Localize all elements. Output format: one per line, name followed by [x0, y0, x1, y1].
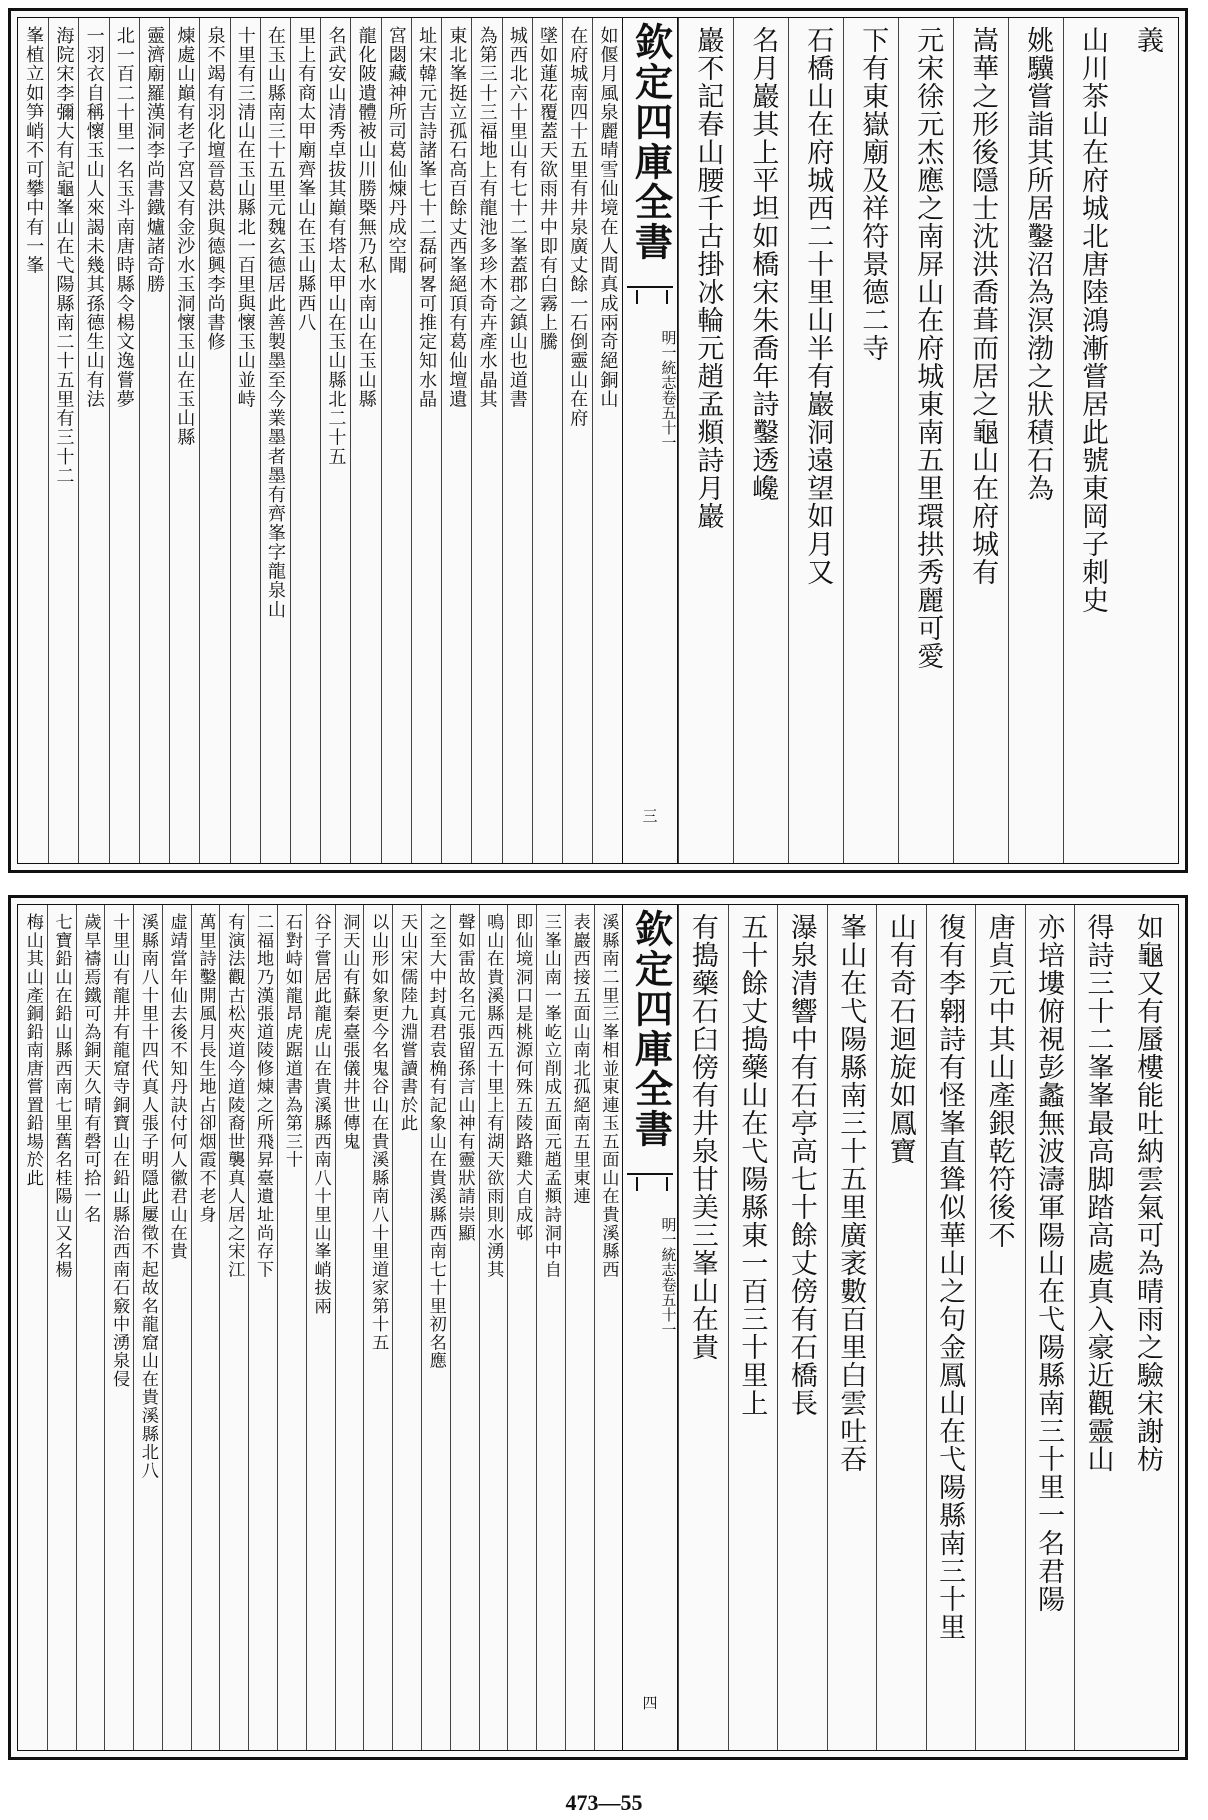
fish-tail-mark-icon [627, 1173, 673, 1209]
lower-page-columns [18, 905, 1178, 1750]
text-column: 在玉山縣南三十五里元魏玄德居此善製墨至今業墨者墨有齊峯字龍泉山 [260, 18, 290, 863]
volume-label: 卷五十一 [659, 390, 678, 450]
text-column: 石橋山在府城西二十里山半有巖洞遠望如月又 [788, 18, 843, 863]
volume-label: 卷五十一 [659, 1277, 678, 1337]
text-column: 唐貞元中其山產銀乾符後不 [975, 905, 1024, 1750]
text-column: 如偃月風泉麗晴雪仙境在人間真成兩奇絕銅山 [592, 18, 622, 863]
text-column: 下有東嶽廟及祥符景德二寺 [843, 18, 898, 863]
text-column: 宮閟藏神所司葛仙煉丹成空聞 [381, 18, 411, 863]
library-title: 欽定四庫全書 [628, 22, 674, 262]
text-column: 三峯山南一峯屹立削成五面元趙孟頫詩洞中自 [536, 905, 565, 1750]
fish-tail-mark-icon [627, 286, 673, 322]
center-fold-column [622, 18, 678, 863]
text-column: 以山形如象更今名鬼谷山在貴溪縣南八十里道家第十五 [363, 905, 392, 1750]
text-column: 巖不記春山腰千古掛冰輪元趙孟頫詩月巖 [678, 18, 733, 863]
text-column: 嵩華之形後隱士沈洪喬葺而居之龜山在府城有 [953, 18, 1008, 863]
upper-page [8, 8, 1188, 873]
text-column: 名月巖其上平坦如橋宋朱喬年詩鑿透巉 [733, 18, 788, 863]
text-column: 有演法觀古松夾道今道陵裔世襲真人居之宋江 [219, 905, 248, 1750]
upper-page-frame [17, 17, 1179, 864]
text-column: 梅山其山產銅鉛南唐嘗置鉛場於此 [22, 913, 43, 1188]
text-column: 二福地乃漢張道陵修煉之所飛昇臺遺址尚存下 [248, 905, 277, 1750]
text-column: 址宋韓元吉詩諸峯七十二磊砢畧可推定知水晶 [411, 18, 441, 863]
text-column: 瀑泉清響中有石亭高七十餘丈傍有石橋長 [777, 905, 826, 1750]
text-column: 表巖西接五面山南北孤絕南五里東連 [565, 905, 594, 1750]
text-column: 得詩三十二峯峯最高脚踏高處真入豪近觀靈山 [1074, 905, 1123, 1750]
book-title: 明一統志 [659, 1217, 678, 1277]
text-column: 為第三十三福地上有龍池多珍木奇卉產水晶其 [471, 18, 501, 863]
text-column: 山川茶山在府城北唐陸鴻漸嘗居此號東岡子刺史 [1063, 18, 1118, 863]
text-column: 溪縣南八十里十四代真人張子明隱此屢徵不起故名龍窟山在貴溪縣北八 [133, 905, 162, 1750]
text-column: 石對峙如龍昂虎踞道書為第三十 [277, 905, 306, 1750]
text-column: 如龜又有蜃樓能吐納雲氣可為晴雨之驗宋謝枋 [1131, 913, 1163, 1473]
text-column: 十里山有龍井有龍窟寺銅寶山在鉛山縣治西南石竅中湧泉侵 [104, 905, 133, 1750]
text-column: 復有李翱詩有怪峯直聳似華山之句金鳳山在弋陽縣南三十里 [926, 905, 975, 1750]
text-column: 煉處山巔有老子宮又有金沙水玉洞懷玉山在玉山縣 [169, 18, 199, 863]
text-column: 洞天山有蘇秦臺張儀井世傳鬼 [335, 905, 364, 1750]
text-column: 名武安山清秀卓拔其巔有塔太甲山在玉山縣北二十五 [320, 18, 350, 863]
text-column: 海院宋李彌大有記龜峯山在弋陽縣南二十五里有三十二 [48, 18, 78, 863]
lower-page-frame [17, 904, 1179, 1751]
text-column: 一羽衣自稱懷玉山人來謁未幾其孫德生山有法 [78, 18, 108, 863]
text-column: 義 [1131, 26, 1163, 54]
page-number-footer: 473—55 [565, 1790, 643, 1815]
text-column: 萬里詩鑿開風月長生地占卻烟霞不老身 [191, 905, 220, 1750]
text-column: 北一百二十里一名玉斗南唐時縣令楊文逸嘗夢 [109, 18, 139, 863]
text-column: 亦培塿俯視彭蠡無波濤軍陽山在弋陽縣南三十里一名君陽 [1025, 905, 1074, 1750]
text-column: 鳴山在貴溪縣西五十里上有湖天欲雨則水湧其 [479, 905, 508, 1750]
text-column: 谷子嘗居此龍虎山在貴溪縣西南八十里山峯峭拔兩 [306, 905, 335, 1750]
text-column: 虛靖當年仙去後不知丹訣付何人徽君山在貴 [162, 905, 191, 1750]
text-column: 峯植立如笋峭不可攀中有一峯 [23, 26, 45, 275]
text-column: 五十餘丈搗藥山在弋陽縣東一百三十里上 [728, 905, 777, 1750]
text-column: 姚驥嘗詣其所居鑿沼為溟渤之狀積石為 [1008, 18, 1063, 863]
text-column: 七寶鉛山在鉛山縣西南七里舊名桂陽山又名楊 [47, 905, 76, 1750]
text-column: 山有奇石迴旋如鳳寶 [876, 905, 925, 1750]
text-column: 靈濟廟羅漢洞李尚書鐵爐諸奇勝 [139, 18, 169, 863]
text-column: 泉不竭有羽化壇晉葛洪與德興李尚書修 [199, 18, 229, 863]
leaf-number: 四 [640, 1695, 659, 1710]
text-column: 十里有三清山在玉山縣北一百里與懷玉山並峙 [230, 18, 260, 863]
lower-page [8, 895, 1188, 1760]
text-column: 東北峯挺立孤石高百餘丈西峯絕頂有葛仙壇遺 [441, 18, 471, 863]
library-title: 欽定四庫全書 [628, 909, 674, 1149]
text-column: 聲如雷故名元張留孫言山神有靈狀請崇顯 [450, 905, 479, 1750]
book-title: 明一統志 [659, 330, 678, 390]
text-column: 在府城南四十五里有井泉廣丈餘一石倒靈山在府 [562, 18, 592, 863]
center-fold-column [622, 905, 678, 1750]
text-column: 溪縣南二里三峯相並東連玉五面山在貴溪縣西 [594, 905, 623, 1750]
text-column: 城西北六十里山有七十二峯蓋郡之鎮山也道書 [502, 18, 532, 863]
book-and-volume-label [623, 1217, 677, 1337]
text-column: 峯山在弋陽縣南三十五里廣袤數百里白雲吐吞 [827, 905, 876, 1750]
leaf-number: 三 [640, 808, 659, 823]
text-column: 墜如蓮花覆蓋天欲雨井中即有白霧上騰 [532, 18, 562, 863]
text-column: 龍化陂遺體被山川勝槩無乃私水南山在玉山縣 [350, 18, 380, 863]
text-column: 里上有商太甲廟齊峯山在玉山縣西八 [290, 18, 320, 863]
text-column: 有搗藥石臼傍有井泉甘美三峯山在貴 [678, 905, 727, 1750]
book-and-volume-label [623, 330, 677, 450]
text-column: 即仙境洞口是桃源何殊五陵路雞犬自成邨 [507, 905, 536, 1750]
text-column: 歲旱禱焉鐵可為銅天久晴有磬可拾一名 [76, 905, 105, 1750]
upper-page-columns [18, 18, 1178, 863]
text-column: 天山宋儒陸九淵嘗讀書於此 [392, 905, 421, 1750]
text-column: 元宋徐元杰應之南屏山在府城東南五里環拱秀麗可愛 [898, 18, 953, 863]
text-column: 之至大中封真君袁桷有記象山在貴溪縣西南七十里初名應 [421, 905, 450, 1750]
